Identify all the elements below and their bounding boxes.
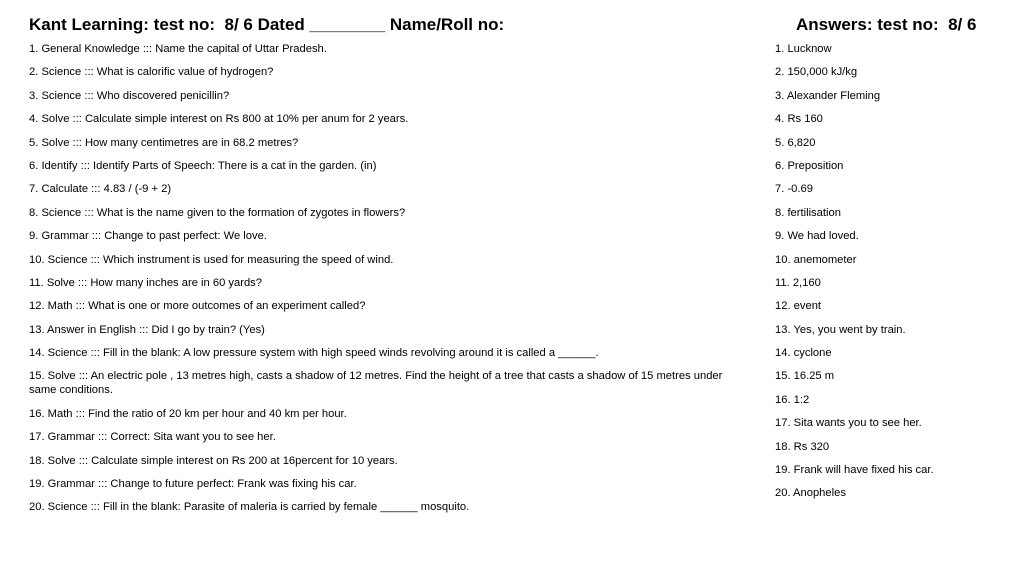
answer-item: 11. 2,160: [775, 276, 821, 289]
answer-item: 5. 6,820: [775, 136, 816, 149]
question-item: 16. Math ::: Find the ratio of 20 km per hour and 40 km per hour.: [29, 407, 347, 420]
question-item: 15. Solve ::: An electric pole , 13 metres high, casts a shadow of 12 metres. Find the height of a tree that casts a shadow of 15 metres under same conditions.: [29, 370, 723, 397]
question-item: 18. Solve ::: Calculate simple interest on Rs 200 at 16percent for 10 years.: [29, 454, 398, 467]
question-item: 6. Identify ::: Identify Parts of Speech: There is a cat in the garden. (in): [29, 159, 377, 172]
question-item: 1. General Knowledge ::: Name the capital of Uttar Pradesh.: [29, 43, 327, 55]
question-item: 3. Science ::: Who discovered penicillin?: [29, 89, 230, 102]
answer-item: 3. Alexander Fleming: [775, 89, 881, 102]
answer-item: 14. cyclone: [775, 347, 832, 360]
answer-item: 6. Preposition: [775, 159, 844, 172]
answer-item: 10. anemometer: [775, 253, 857, 266]
question-item: 2. Science ::: What is calorific value of hydrogen?: [29, 66, 274, 79]
question-item: 4. Solve ::: Calculate simple interest on Rs 800 at 10% per anum for 2 years.: [29, 113, 409, 126]
page-title: Kant Learning: test no: 8/ 6 Dated ________ Name/Roll no:: [29, 15, 505, 34]
answer-item: 1. Lucknow: [775, 43, 832, 55]
answer-item: 16. 1:2: [775, 393, 810, 406]
question-item: 20. Science ::: Fill in the blank: Parasite of maleria is carried by female ______ mosquito.: [29, 501, 470, 514]
question-item: 13. Answer in English ::: Did I go by train? (Yes): [29, 323, 265, 336]
answers-title: Answers: test no: 8/ 6: [796, 15, 977, 34]
answer-item: 20. Anopheles: [775, 487, 846, 500]
question-list: [29, 42, 729, 524]
answer-item: 7. -0.69: [775, 183, 813, 196]
question-item: 5. Solve ::: How many centimetres are in 68.2 metres?: [29, 136, 299, 149]
question-item: 11. Solve ::: How many inches are in 60 yards?: [29, 276, 262, 289]
question-item: 17. Grammar ::: Correct: Sita want you to see her.: [29, 431, 276, 444]
question-item: 9. Grammar ::: Change to past perfect: We love.: [29, 230, 267, 243]
answer-item: 18. Rs 320: [775, 440, 830, 453]
question-item: 12. Math ::: What is one or more outcomes of an experiment called?: [29, 300, 366, 313]
answer-item: 15. 16.25 m: [775, 370, 835, 383]
question-item: 8. Science ::: What is the name given to the formation of zygotes in flowers?: [29, 206, 406, 219]
answer-item: 17. Sita wants you to see her.: [775, 417, 922, 430]
question-item: 14. Science ::: Fill in the blank: A low pressure system with high speed winds revolving around it is called a ______.: [29, 347, 599, 360]
answer-item: 12. event: [775, 300, 822, 313]
answer-item: 8. fertilisation: [775, 206, 841, 219]
answer-item: 9. We had loved.: [775, 230, 859, 243]
answer-item: 2. 150,000 kJ/kg: [775, 66, 858, 79]
answer-list: [775, 42, 1015, 510]
answer-item: 13. Yes, you went by train.: [775, 323, 906, 336]
question-item: 19. Grammar ::: Change to future perfect: Frank was fixing his car.: [29, 478, 357, 491]
question-item: 10. Science ::: Which instrument is used for measuring the speed of wind.: [29, 253, 394, 266]
answer-item: 19. Frank will have fixed his car.: [775, 464, 934, 477]
answer-item: 4. Rs 160: [775, 113, 823, 126]
question-item: 7. Calculate ::: 4.83 / (-9 + 2): [29, 183, 172, 196]
